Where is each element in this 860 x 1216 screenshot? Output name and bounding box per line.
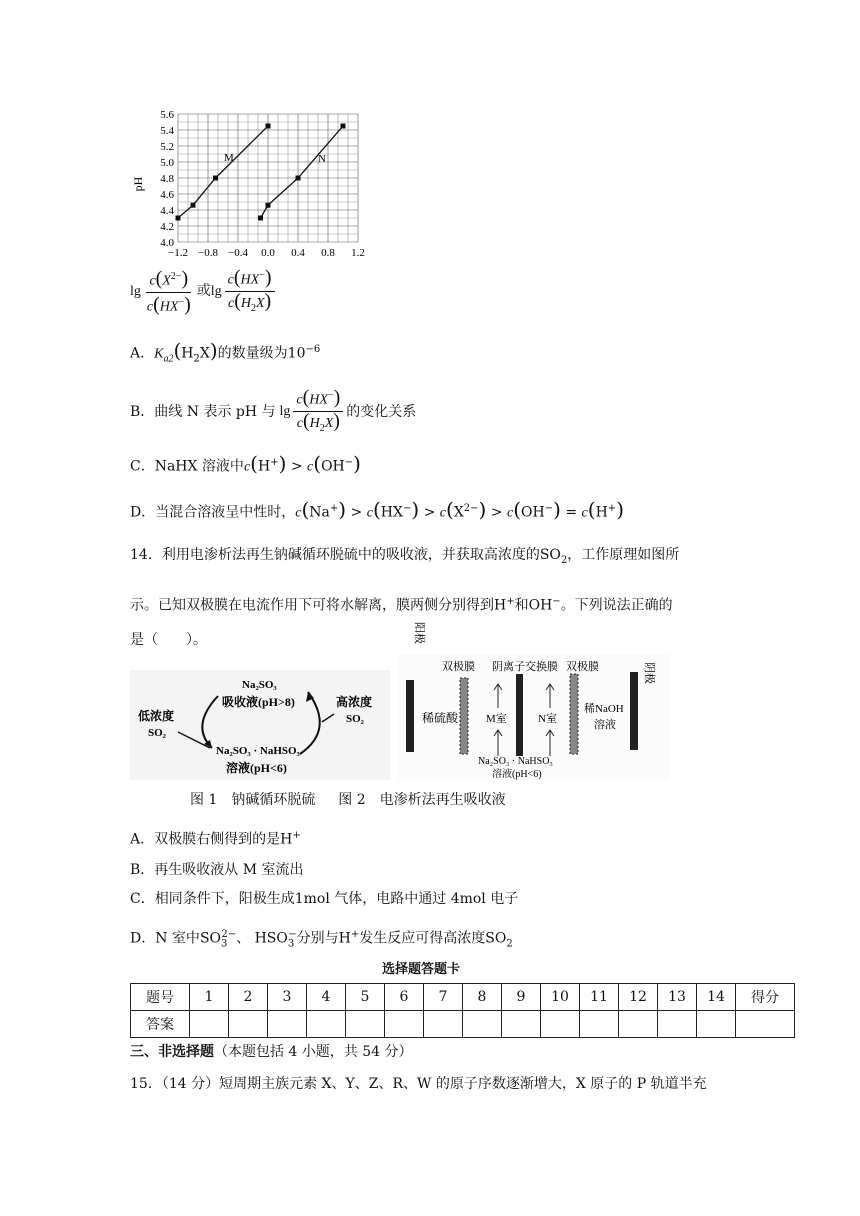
fig2-n-room: N室 bbox=[538, 713, 557, 725]
fig2-anion-mem: 阴离子交换膜 bbox=[492, 661, 558, 673]
answer-cell[interactable] bbox=[385, 1011, 424, 1038]
answer-cell[interactable] bbox=[697, 1011, 736, 1038]
q13-option-c: C．NaHX 溶液中c(H+) > c(OH−) bbox=[130, 451, 361, 476]
fig1-high-conc: 高浓度 bbox=[336, 695, 373, 709]
curve-n-label: N bbox=[318, 153, 326, 165]
data-point-m bbox=[176, 216, 181, 221]
graph-grid bbox=[178, 114, 358, 242]
answer-cell[interactable] bbox=[229, 1011, 268, 1038]
answer-card-header-cell: 得分 bbox=[736, 984, 795, 1011]
fig2-bipolar2: 双极膜 bbox=[566, 661, 599, 673]
fig1-so2-in: SO₂ bbox=[148, 727, 166, 739]
answer-card-answer-row bbox=[131, 1011, 795, 1038]
figure-captions bbox=[190, 790, 506, 810]
x-axis-or: 或 bbox=[196, 284, 211, 300]
bipolar-membrane-1 bbox=[460, 678, 468, 754]
answer-card-header-row bbox=[131, 984, 795, 1011]
y-tick-label: 5.0 bbox=[160, 157, 174, 169]
figure-2-diagram bbox=[398, 622, 670, 780]
answer-cell[interactable] bbox=[424, 1011, 463, 1038]
curve-m-label: M bbox=[224, 152, 234, 164]
answer-card-header-cell: 4 bbox=[307, 984, 346, 1011]
y-tick-label: 5.4 bbox=[160, 125, 174, 137]
y-tick-label: 4.0 bbox=[160, 237, 174, 249]
fig1-low-conc: 低浓度 bbox=[138, 709, 175, 723]
q14-option-b: B．再生吸收液从 M 室流出 bbox=[130, 862, 304, 878]
q14-line3: 是（ ）。 bbox=[130, 632, 207, 648]
series-line-n bbox=[261, 126, 344, 218]
data-point-n bbox=[341, 124, 346, 129]
bipolar-membrane-2 bbox=[570, 674, 578, 754]
x-tick-label: −0.4 bbox=[228, 247, 248, 259]
answer-card-header-cell: 题号 bbox=[131, 984, 190, 1011]
fig1-high-so2: SO₂ bbox=[346, 713, 364, 725]
y-tick-labels bbox=[160, 109, 174, 249]
q13-option-b: B．曲线 N 表示 pH 与 lg $\frac{c(HX^-)}{c(H_2X)}$ 的变化关系 bbox=[130, 386, 417, 434]
answer-card-header-cell: 2 bbox=[229, 984, 268, 1011]
fig2-inlet2: 溶液(pH<6) bbox=[492, 769, 542, 780]
answer-card-header-cell: 14 bbox=[697, 984, 736, 1011]
answer-cell[interactable] bbox=[502, 1011, 541, 1038]
cathode-plate bbox=[630, 672, 638, 750]
x-tick-label: −1.2 bbox=[168, 247, 188, 259]
answer-card-header-cell: 13 bbox=[658, 984, 697, 1011]
y-tick-label: 5.6 bbox=[160, 109, 174, 121]
answer-card-table bbox=[130, 983, 795, 1038]
y-tick-label: 5.2 bbox=[160, 141, 174, 153]
x-tick-label: −0.8 bbox=[198, 247, 218, 259]
x-tick-labels bbox=[168, 247, 365, 259]
answer-cell[interactable] bbox=[541, 1011, 580, 1038]
y-tick-label: 4.4 bbox=[160, 205, 174, 217]
answer-cell[interactable] bbox=[463, 1011, 502, 1038]
x-tick-label: 1.2 bbox=[351, 247, 365, 259]
answer-card-header-cell: 5 bbox=[346, 984, 385, 1011]
fig1-absorb: 吸收液(pH>8) bbox=[222, 695, 295, 709]
x-tick-label: 0.8 bbox=[321, 247, 335, 259]
q14-line1: 14．利用电渗析法再生钠碱循环脱硫中的吸收液，并获取高浓度的$SO_2$，工作原理如图所 bbox=[130, 547, 680, 566]
section-3-heading: 三、非选择题（本题包括 4 小题，共 54 分） bbox=[130, 1044, 413, 1060]
answer-card-title: 选择题答题卡 bbox=[382, 962, 461, 977]
fig2-dil-naoh: 稀NaOH bbox=[584, 703, 624, 715]
x-axis-caption: lg $\frac{c(X^{2-})}{c(HX^-)}$ 或 lg $\frac{c(HX^-)}{c(H_2X)}$ bbox=[130, 266, 278, 318]
q14-line2: 示。已知双极膜在电流作用下可将水解离，膜两侧分别得到H+和OH−。下列说法正确的 bbox=[130, 596, 673, 614]
q14-option-a: A．双极膜右侧得到的是H+ bbox=[130, 830, 301, 848]
data-point-m bbox=[266, 124, 271, 129]
answer-cell[interactable] bbox=[190, 1011, 229, 1038]
data-point-n bbox=[258, 216, 263, 221]
answer-cell bbox=[736, 1011, 795, 1038]
anode-plate bbox=[406, 680, 414, 752]
fig2-anode: 阳极 bbox=[413, 622, 425, 644]
fig1-mix: Na₂SO₃ · NaHSO₃ bbox=[216, 745, 300, 757]
data-point-n bbox=[296, 176, 301, 181]
ph-graph bbox=[130, 104, 370, 264]
fig2-caption: 图 2 电渗析法再生吸收液 bbox=[338, 792, 506, 808]
fig1-mix-sol: 溶液(pH<6) bbox=[226, 761, 287, 775]
q14-option-d: D．N 室中$SO_3^{2-}$、 $HSO_3^-$分别与H+发生反应可得高浓度$SO_2$ bbox=[130, 929, 513, 950]
y-tick-label: 4.2 bbox=[160, 221, 174, 233]
fig2-inlet: Na₂SO₃ · NaHSO₃ bbox=[478, 756, 553, 767]
data-point-m bbox=[213, 176, 218, 181]
figure-1-diagram bbox=[130, 670, 390, 780]
answer-card-header-cell: 9 bbox=[502, 984, 541, 1011]
data-point-m bbox=[191, 203, 196, 208]
q15-stem: 15．（14 分）短周期主族元素 X、Y、Z、R、W 的原子序数逐渐增大，X 原子的 P 轨道半充 bbox=[130, 1076, 707, 1092]
answer-cell[interactable] bbox=[658, 1011, 697, 1038]
fig2-bipolar1: 双极膜 bbox=[442, 661, 475, 673]
fig2-dil-h2so4: 稀硫酸 bbox=[422, 711, 459, 725]
data-point-n bbox=[266, 203, 271, 208]
answer-cell[interactable] bbox=[307, 1011, 346, 1038]
anion-exchange-membrane bbox=[516, 674, 523, 756]
answer-card-row-label: 答案 bbox=[131, 1011, 190, 1038]
y-tick-label: 4.8 bbox=[160, 173, 174, 185]
answer-card-header-cell: 6 bbox=[385, 984, 424, 1011]
answer-card-header-cell: 8 bbox=[463, 984, 502, 1011]
answer-card-header-cell: 10 bbox=[541, 984, 580, 1011]
fig1-caption: 图 1 钠碱循环脱硫 bbox=[190, 792, 316, 808]
answer-cell[interactable] bbox=[346, 1011, 385, 1038]
fig1-na2so3: Na₂SO₃ bbox=[242, 679, 277, 691]
answer-card-header-cell: 11 bbox=[580, 984, 619, 1011]
answer-card-header-cell: 3 bbox=[268, 984, 307, 1011]
fig2-solution: 溶液 bbox=[594, 719, 616, 731]
q14-option-c: C．相同条件下，阳极生成1mol 气体，电路中通过 4mol 电子 bbox=[130, 891, 519, 907]
answer-cell[interactable] bbox=[268, 1011, 307, 1038]
answer-cell[interactable] bbox=[619, 1011, 658, 1038]
y-axis-label: pH bbox=[131, 176, 145, 192]
answer-card-header-cell: 7 bbox=[424, 984, 463, 1011]
x-tick-label: 0.4 bbox=[291, 247, 305, 259]
q13-option-d: D．当混合溶液呈中性时，$c(Na^+) > c(HX^-) > c(X^{2-}) > c(OH^-) = c(H^+)$ bbox=[130, 497, 624, 522]
fig2-m-room: M室 bbox=[486, 713, 507, 725]
answer-cell[interactable] bbox=[580, 1011, 619, 1038]
answer-card-header-cell: 12 bbox=[619, 984, 658, 1011]
y-tick-label: 4.6 bbox=[160, 189, 174, 201]
x-tick-label: 0.0 bbox=[261, 247, 275, 259]
q13-option-a: A．$K_{a2}(H_2X)$的数量级为$10^{-6}$ bbox=[130, 338, 321, 365]
answer-card-header-cell: 1 bbox=[190, 984, 229, 1011]
fig2-cathode: 阴极 bbox=[643, 662, 655, 684]
